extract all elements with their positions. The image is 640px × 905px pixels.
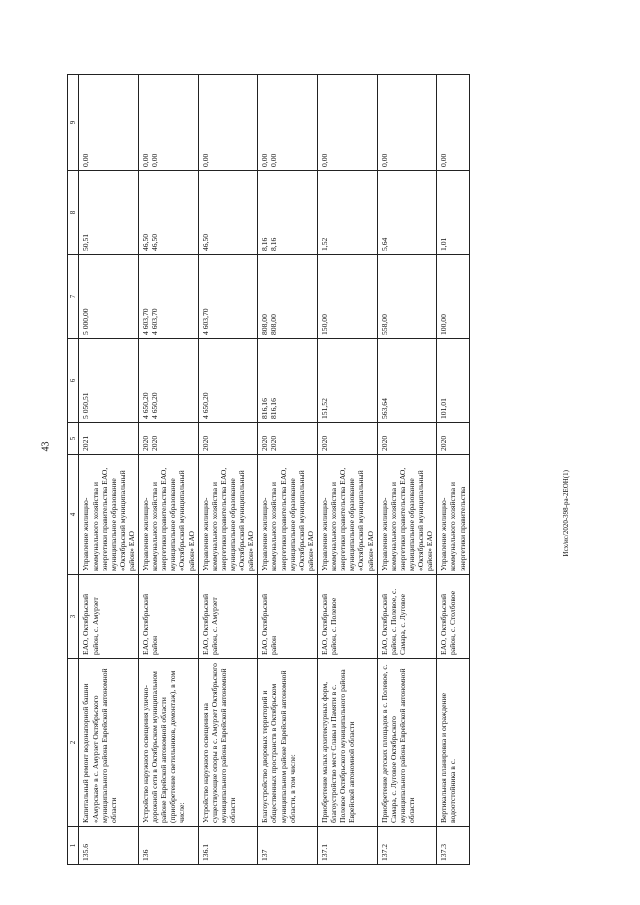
federal-amount-cell: 4 603,70 4 603,70 xyxy=(139,255,199,339)
column-header: 2 xyxy=(68,659,79,827)
location-cell: ЕАО, Октябрьский район xyxy=(139,575,199,659)
federal-amount-cell: 558,00 xyxy=(377,255,437,339)
table-row xyxy=(79,75,139,865)
executor-cell: Управление жилищно-коммунального хозяйства и энергетики правительства ЕАО, муниципальное образование «Октябрьский муниципальный район» ЕАО xyxy=(377,455,437,575)
executor-cell: Управление жилищно-коммунального хозяйства и энергетики правительства xyxy=(437,455,469,575)
year-cell: 2020 2020 xyxy=(139,423,199,455)
location-cell: ЕАО, Октябрьский район, с. Амурзет xyxy=(198,575,258,659)
page-number: 43 xyxy=(40,441,52,452)
table-row xyxy=(198,75,258,865)
total-amount-cell: 4 650,20 4 650,20 xyxy=(139,339,199,423)
other-amount-cell: 0,00 0,00 xyxy=(258,75,318,171)
column-header: 9 xyxy=(68,75,79,171)
document-footer-id: Исх/ис/2020-398-ра-2ЕОН(1) xyxy=(562,470,570,557)
federal-amount-cell: 4 603,70 xyxy=(198,255,258,339)
column-header: 6 xyxy=(68,339,79,423)
table-row xyxy=(377,75,437,865)
project-name-cell: Капитальный ремонт водонапорной башни «Амурская» в с. Амурзет Октябрьского муниципального района Еврейской автономной области xyxy=(79,659,139,827)
total-amount-cell: 563,64 xyxy=(377,339,437,423)
year-cell: 2021 xyxy=(79,423,139,455)
year-cell: 2020 2020 xyxy=(258,423,318,455)
row-number-cell: 137.1 xyxy=(318,827,378,865)
column-header: 7 xyxy=(68,255,79,339)
row-number-cell: 136 xyxy=(139,827,199,865)
project-name-cell: Приобретение детских площадок в с. Полевое, с. Самара, с. Луговое Октябрьского муниципального района Еврейской автономной области xyxy=(377,659,437,827)
column-header: 3 xyxy=(68,575,79,659)
total-amount-cell: 101,01 xyxy=(437,339,469,423)
regional-amount-cell: 8,16 8,16 xyxy=(258,171,318,255)
year-cell: 2020 xyxy=(318,423,378,455)
regional-amount-cell: 5,64 xyxy=(377,171,437,255)
other-amount-cell: 0,00 0,00 xyxy=(139,75,199,171)
table-row xyxy=(139,75,199,865)
federal-amount-cell: 5 000,00 xyxy=(79,255,139,339)
location-cell: ЕАО, Октябрьский район, с. Амурзет xyxy=(79,575,139,659)
table-row xyxy=(258,75,318,865)
row-number-cell: 135.6 xyxy=(79,827,139,865)
executor-cell: Управление жилищно-коммунального хозяйства и энергетики правительства ЕАО, муниципальное образование «Октябрьский муниципальный район» ЕАО xyxy=(258,455,318,575)
year-cell: 2020 xyxy=(377,423,437,455)
total-amount-cell: 5 050,51 xyxy=(79,339,139,423)
federal-amount-cell: 150,00 xyxy=(318,255,378,339)
project-name-cell: Приобретение малых архитектурных форм, благоустройство мест Славы и Памяти в с. Полевое Октябрьского муниципального района Еврейской автономной области xyxy=(318,659,378,827)
other-amount-cell: 0,00 xyxy=(377,75,437,171)
column-header: 8 xyxy=(68,171,79,255)
row-number-cell: 137.2 xyxy=(377,827,437,865)
location-cell: ЕАО, Октябрьский район xyxy=(258,575,318,659)
table-header-row xyxy=(68,75,79,865)
table-row xyxy=(437,75,469,865)
column-header: 5 xyxy=(68,423,79,455)
other-amount-cell: 0,00 xyxy=(198,75,258,171)
rotated-table-wrapper xyxy=(67,65,577,865)
year-cell: 2020 xyxy=(437,423,469,455)
row-number-cell: 137.3 xyxy=(437,827,469,865)
data-table xyxy=(67,74,470,865)
year-cell: 2020 xyxy=(198,423,258,455)
row-number-cell: 136.1 xyxy=(198,827,258,865)
total-amount-cell: 816,16 816,16 xyxy=(258,339,318,423)
location-cell: ЕАО, Октябрьский район, с. Столбовое xyxy=(437,575,469,659)
executor-cell: Управление жилищно-коммунального хозяйства и энергетики правительства ЕАО, муниципальное образование «Октябрьский муниципальный район» ЕАО xyxy=(79,455,139,575)
project-name-cell: Вертикальная планировка и ограждение водоотстойника в с. xyxy=(437,659,469,827)
location-cell: ЕАО, Октябрьский район, с. Полевое, с. Самара, с. Луговое xyxy=(377,575,437,659)
other-amount-cell: 0,00 xyxy=(437,75,469,171)
location-cell: ЕАО, Октябрьский район, с. Полевое xyxy=(318,575,378,659)
total-amount-cell: 4 650,20 xyxy=(198,339,258,423)
other-amount-cell: 0,00 xyxy=(318,75,378,171)
table-row xyxy=(318,75,378,865)
regional-amount-cell: 46,50 46,50 xyxy=(139,171,199,255)
project-name-cell: Устройство наружного освещения на существующие опоры в с. Амурзет Октябрьского муниципального района Еврейской автономной области xyxy=(198,659,258,827)
federal-amount-cell: 808,00 808,00 xyxy=(258,255,318,339)
column-header: 4 xyxy=(68,455,79,575)
row-number-cell: 137 xyxy=(258,827,318,865)
federal-amount-cell: 100,00 xyxy=(437,255,469,339)
regional-amount-cell: 1,01 xyxy=(437,171,469,255)
total-amount-cell: 151,52 xyxy=(318,339,378,423)
project-name-cell: Благоустройство дворовых территорий и общественных пространств в Октябрьском муниципальном районе Еврейской автономной области, в том числе: xyxy=(258,659,318,827)
executor-cell: Управление жилищно-коммунального хозяйства и энергетики правительства ЕАО, муниципальное образование «Октябрьский муниципальный район» ЕАО xyxy=(318,455,378,575)
executor-cell: Управление жилищно-коммунального хозяйства и энергетики правительства ЕАО, муниципальное образование «Октябрьский муниципальный район» ЕАО xyxy=(139,455,199,575)
executor-cell: Управление жилищно-коммунального хозяйства и энергетики правительства ЕАО, муниципальное образование «Октябрьский муниципальный район» ЕАО xyxy=(198,455,258,575)
regional-amount-cell: 50,51 xyxy=(79,171,139,255)
column-header: 1 xyxy=(68,827,79,865)
other-amount-cell: 0,00 xyxy=(79,75,139,171)
project-name-cell: Устройство наружного освещения улично-дорожной сети в Октябрьском муниципальном районе Еврейской автономной области (приобретение светильников, демонтаж), в том числе: xyxy=(139,659,199,827)
regional-amount-cell: 46,50 xyxy=(198,171,258,255)
regional-amount-cell: 1,52 xyxy=(318,171,378,255)
